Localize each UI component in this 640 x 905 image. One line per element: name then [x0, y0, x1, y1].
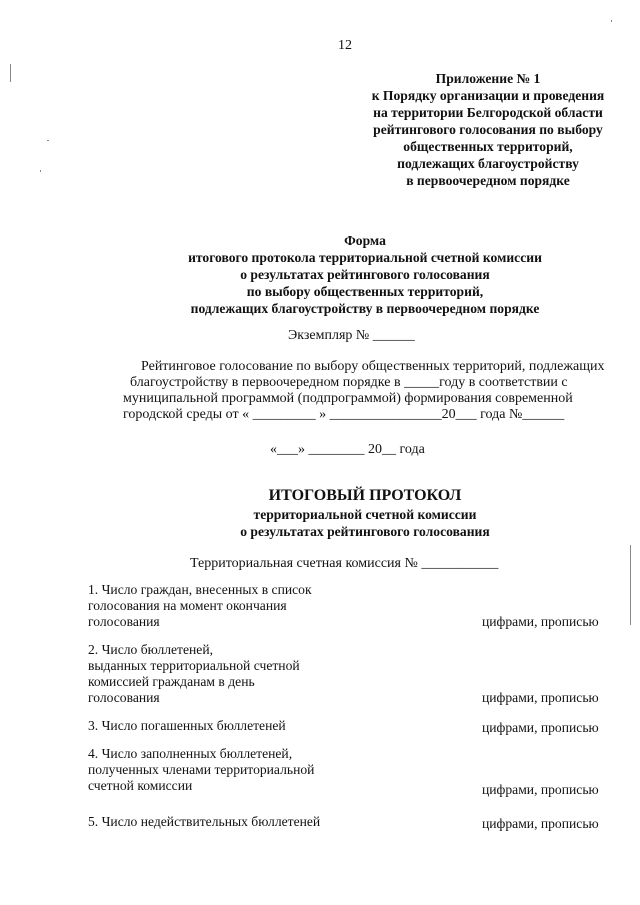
- protocol-heading: ИТОГОВЫЙ ПРОТОКОЛ: [268, 487, 462, 504]
- protocol-item-1: [88, 582, 312, 630]
- scan-margin-mark: [47, 140, 49, 141]
- protocol-subheading: о результатах рейтингового голосования: [240, 524, 490, 539]
- item-text: 4. Число заполненных бюллетеней,: [88, 746, 293, 761]
- item-text: 1. Число граждан, внесенных в список: [88, 582, 312, 597]
- intro-line: благоустройству в первоочередном порядке в _____году в соответствии с: [130, 375, 568, 390]
- protocol-item-4: [88, 746, 314, 794]
- item-text: 2. Число бюллетеней,: [88, 642, 214, 657]
- protocol-item-2: [88, 642, 300, 706]
- form-title-line: по выбору общественных территорий,: [246, 284, 484, 299]
- item-text: 5. Число недействительных бюллетеней: [88, 814, 321, 829]
- appendix-line: к Порядку организации и проведения: [371, 88, 605, 103]
- protocol-item-5: [88, 814, 320, 830]
- form-title: [120, 232, 610, 317]
- appendix-line: Приложение № 1: [435, 71, 541, 86]
- scan-margin-mark: [40, 170, 41, 172]
- intro-line: городской среды от « _________ » ________________20___ года №______: [123, 407, 565, 422]
- scan-margin-mark: [611, 20, 612, 22]
- date-line: «___» ________ 20__ года: [270, 442, 425, 457]
- copy-number-line: Экземпляр № ______: [288, 328, 415, 343]
- appendix-line: рейтингового голосования по выбору: [373, 122, 603, 137]
- form-title-line: подлежащих благоустройству в первоочередном порядке: [190, 301, 540, 316]
- item-value-field: цифрами, прописью: [482, 690, 599, 705]
- item-text: полученных членами территориальной: [88, 762, 315, 777]
- item-value-field: цифрами, прописью: [482, 720, 599, 735]
- item-text: выданных территориальной счетной: [88, 658, 300, 673]
- appendix-line: общественных территорий,: [403, 139, 573, 154]
- commission-line: Территориальная счетная комиссия № ___________: [190, 556, 499, 571]
- protocol-title: [180, 486, 550, 540]
- scan-margin-mark: [630, 545, 631, 625]
- intro-line: Рейтинговое голосование по выбору общественных территорий, подлежащих: [141, 359, 605, 374]
- appendix-line: подлежащих благоустройству: [397, 156, 579, 171]
- item-value-field: цифрами, прописью: [482, 782, 599, 797]
- intro-line: муниципальной программой (подпрограммой) формирования современной: [123, 391, 573, 406]
- scan-margin-mark: [10, 64, 11, 82]
- item-value-field: цифрами, прописью: [482, 816, 599, 831]
- protocol-item-3: [88, 718, 286, 734]
- item-value-field: цифрами, прописью: [482, 614, 599, 629]
- appendix-header: [352, 70, 624, 189]
- item-text: 3. Число погашенных бюллетеней: [88, 718, 286, 733]
- item-text: счетной комиссии: [88, 778, 193, 793]
- item-text: комиссией гражданам в день: [88, 674, 255, 689]
- item-text: голосования на момент окончания: [88, 598, 287, 613]
- page-number: 12: [338, 38, 352, 53]
- appendix-line: в первоочередном порядке: [406, 173, 570, 188]
- form-title-line: о результатах рейтингового голосования: [240, 267, 490, 282]
- item-text: голосования: [88, 614, 160, 629]
- form-title-line: итогового протокола территориальной счетной комиссии: [188, 250, 542, 265]
- protocol-subheading: территориальной счетной комиссии: [253, 507, 477, 522]
- appendix-line: на территории Белгородской области: [373, 105, 603, 120]
- item-text: голосования: [88, 690, 160, 705]
- form-title-line: Форма: [344, 233, 386, 248]
